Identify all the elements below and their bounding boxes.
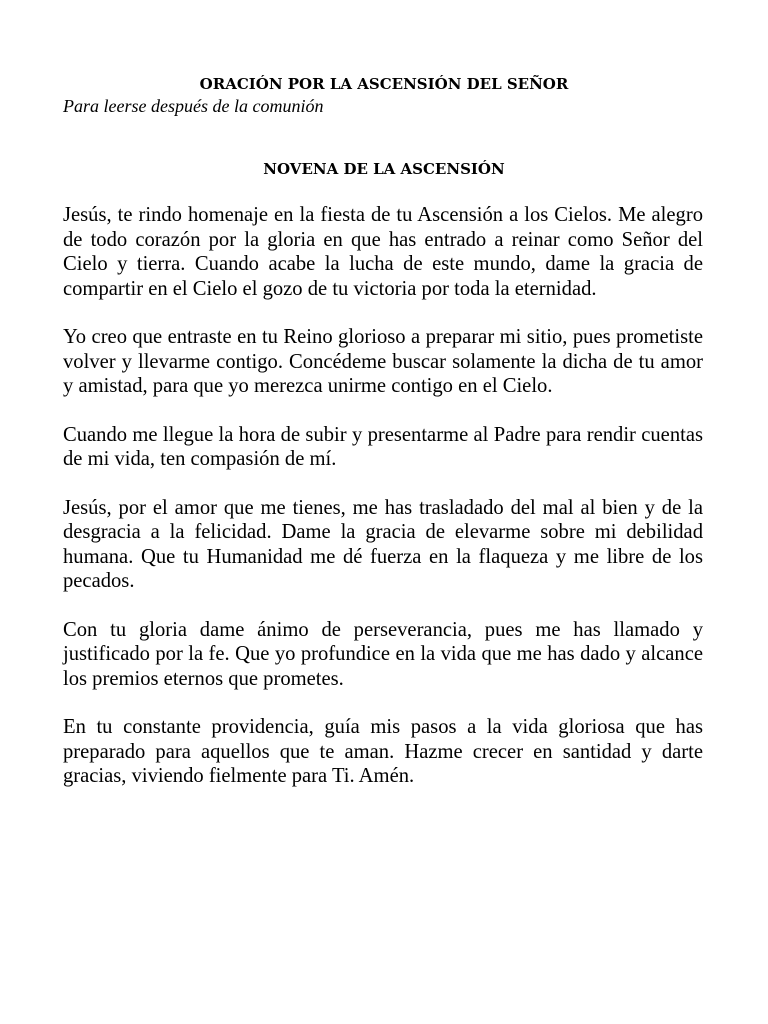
section-heading: NOVENA DE LA ASCENSIÓN <box>263 160 505 178</box>
paragraph-1: Jesús, te rindo homenaje en la fiesta de tu Ascensión a los Cielos. Me alegro de todo corazón por la gloria en que has entrado a reinar como Señor del Cielo y tierra. Cuando acabe la lucha de este mundo, dame la gracia de compartir en el Cielo el gozo de tu victoria por toda la eternidad. <box>63 204 703 300</box>
paragraph-3: Cuando me llegue la hora de subir y presentarme al Padre para rendir cuentas de mi vida, ten compasión de mí. <box>63 423 703 470</box>
document-title: ORACIÓN POR LA ASCENSIÓN DEL SEÑOR <box>199 75 569 93</box>
paragraph-6: En tu constante providencia, guía mis pasos a la vida gloriosa que has preparado para aquellos que te aman. Hazme crecer en santidad y darte gracias, viviendo fielmente para Ti. Amén. <box>63 716 703 787</box>
paragraph-5: Con tu gloria dame ánimo de perseverancia, pues me has llamado y justificado por la fe. Que yo profundice en la vida que me has dado y alcance los premios eternos que prometes. <box>63 618 703 690</box>
paragraph-4: Jesús, por el amor que me tienes, me has trasladado del mal al bien y de la desgracia a la felicidad. Dame la gracia de elevarme sobre mi debilidad humana. Que tu Humanidad me dé fuerza en la flaqueza y me libre de los pecados. <box>63 496 703 592</box>
document-subtitle: Para leerse después de la comunión <box>63 96 324 116</box>
prayer-body <box>63 203 703 813</box>
paragraph-2: Yo creo que entraste en tu Reino glorioso a preparar mi sitio, pues prometiste volver y llevarme contigo. Concédeme buscar solamente la dicha de tu amor y amistad, para que yo merezca unirme contigo en el Cielo. <box>63 326 703 397</box>
